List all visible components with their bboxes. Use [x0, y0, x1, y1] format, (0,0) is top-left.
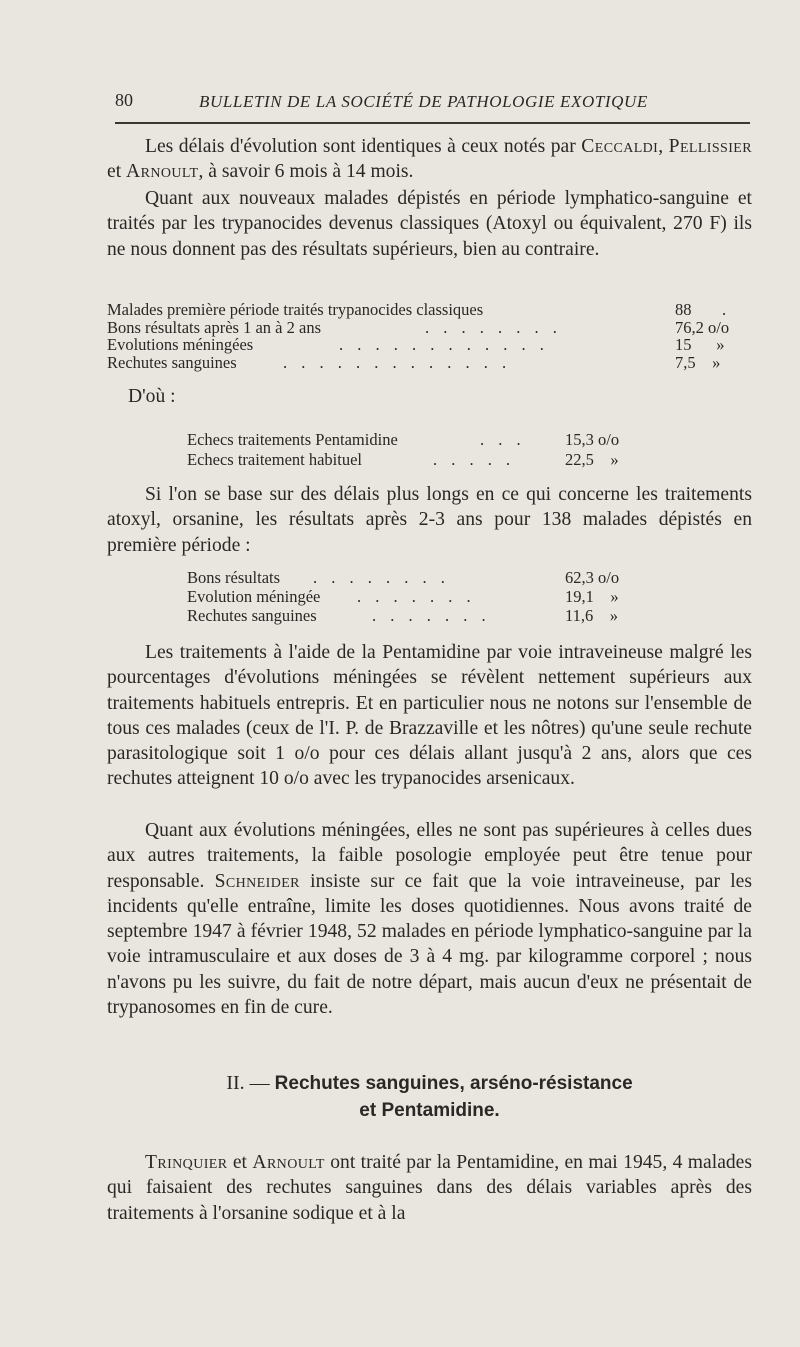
- author-name: Arnoult: [126, 161, 199, 183]
- paragraph-delais-longs: Si l'on se base sur des délais plus longs en ce qui concerne les traitements atoxyl, orsanine, les résultats après 2-3 ans pour 138 malades dépistés en première période :: [107, 484, 752, 556]
- row-label: Evolution méningée: [187, 587, 321, 606]
- section-heading-line2: [107, 1097, 752, 1124]
- row-value: 15,3 o/o: [565, 430, 620, 449]
- row-label: Evolutions méningées: [107, 335, 254, 354]
- author-name: Ceccaldi: [581, 136, 659, 157]
- paragraph-delais: [107, 134, 752, 185]
- separator: et: [107, 161, 127, 183]
- table-row: [107, 335, 767, 353]
- leader-dots: . . . . . . . .: [425, 317, 562, 337]
- table-row: [187, 450, 707, 470]
- section-title: et Pentamidine.: [359, 1100, 500, 1121]
- leader-dots: . . .: [480, 430, 526, 449]
- results-table-atoxyl: [187, 568, 707, 625]
- table-row: [187, 587, 707, 606]
- row-label: Malades première période traités trypanocides classiques: [107, 300, 484, 319]
- section-heading-line1: [107, 1070, 752, 1097]
- leader-dots: . . . . . . .: [357, 587, 476, 606]
- leader-dots: . . . . . . .: [372, 606, 491, 625]
- author-name: Arnoult: [252, 1152, 325, 1173]
- row-value: 22,5 »: [565, 450, 619, 469]
- paragraph-text: , à savoir 6 mois à 14 mois.: [198, 161, 414, 183]
- leader-dots: . . . . . . . . . . . .: [339, 335, 549, 354]
- paragraph-pentamidine: Les traitements à l'aide de la Pentamidine par voie intraveineuse malgré les pourcentages d'évolutions méningées se révèlent nettement supérieurs aux traitements habituels entrepris. Et en particulier nous ne notons sur l'ensemble de tous ces malades (ceux de l'I. P. de Brazzaville et les nôtres) qu'une seule rechute parasitologique soit 1 o/o pour ces délais allant jusqu'à 2 ans, alors que ces rechutes atteignent 10 o/o avec les trypanocides arsenicaux.: [107, 642, 752, 790]
- table-row: [187, 568, 707, 587]
- leader-dots: .: [722, 300, 732, 319]
- separator: ,: [658, 136, 669, 157]
- leader-dots: . . . . . . . . . . . . .: [283, 352, 512, 372]
- paragraph-text: ont traité par la Pentamidine, en mai 1945, 4 malades qui faisaient des rechutes sanguines dans des délais variables après des traitements à l'orsanine sodique et à la: [107, 1152, 753, 1224]
- paragraph-text: Quant aux évolutions méningées, elles ne sont pas supérieures à celles dues aux autres traitements, la faible posologie employée peut être tenue pour responsable.: [107, 820, 752, 892]
- row-value: 19,1 »: [565, 587, 619, 606]
- page-number: 80: [115, 90, 133, 110]
- results-table-classic: [107, 300, 767, 370]
- section-title: Rechutes sanguines, arséno-résistance: [274, 1073, 633, 1094]
- row-label: Bons résultats: [187, 568, 281, 587]
- leader-dots: . . . . . . . .: [313, 568, 450, 587]
- dou-label: D'où :: [128, 386, 176, 407]
- row-label: Bons résultats après 1 an à 2 ans: [107, 317, 321, 337]
- table-row: [107, 318, 767, 336]
- separator: et: [227, 1152, 253, 1173]
- section-number: II. —: [226, 1072, 270, 1094]
- results-table-echecs: [187, 430, 707, 470]
- header-rule: [115, 122, 750, 124]
- author-name: Schneider: [214, 870, 300, 892]
- row-label: Rechutes sanguines: [107, 352, 237, 372]
- row-value: 11,6 »: [565, 606, 619, 625]
- leader-dots: . . . . .: [433, 450, 516, 469]
- page-header: [115, 90, 750, 118]
- paragraph-text: insiste sur ce fait que la voie intraveineuse, par les incidents qu'elle entraîne, limite les doses quotidiennes. Nous avons traité de septembre 1947 à février 1948, 52 malades en période lymphatico-sanguine par la voie intramusculaire et aux doses de 3 à 4 mg. par kilogramme corporel ; nous n'avons pu les suivre, du fait de notre départ, mais aucun d'eux ne présentait de trypanosomes en fin de cure.: [107, 870, 752, 1019]
- paragraph-nouveaux-malades: Quant aux nouveaux malades dépistés en période lymphatico-sanguine et traités par les trypanocides devenus classiques (Atoxyl ou équivalent, 270 F) ils ne nous donnent pas des résultats supérieurs, bien au contraire.: [107, 188, 752, 260]
- paragraph-evolutions: [107, 818, 752, 1020]
- paragraph-trinquier: [107, 1150, 752, 1226]
- paragraph-text: Les délais d'évolution sont identiques à ceux notés par: [145, 136, 582, 157]
- table-row: [107, 353, 767, 371]
- author-name: Trinquier: [145, 1152, 228, 1173]
- table-row: [187, 430, 707, 450]
- row-value: 15 »: [675, 335, 725, 354]
- table-row: [107, 300, 767, 318]
- row-label: Echecs traitement habituel: [187, 450, 363, 469]
- row-value: 7,5 »: [675, 352, 721, 372]
- row-value: 88: [675, 300, 692, 319]
- row-label: Rechutes sanguines: [187, 606, 317, 625]
- row-value: 62,3 o/o: [565, 568, 620, 587]
- running-title: BULLETIN DE LA SOCIÉTÉ DE PATHOLOGIE EXOTIQUE: [199, 92, 648, 111]
- table-row: [187, 606, 707, 625]
- section-heading: [107, 1070, 752, 1124]
- row-label: Echecs traitements Pentamidine: [187, 430, 398, 449]
- row-value: 76,2 o/o: [675, 317, 730, 337]
- author-name: Pellissier: [668, 136, 752, 157]
